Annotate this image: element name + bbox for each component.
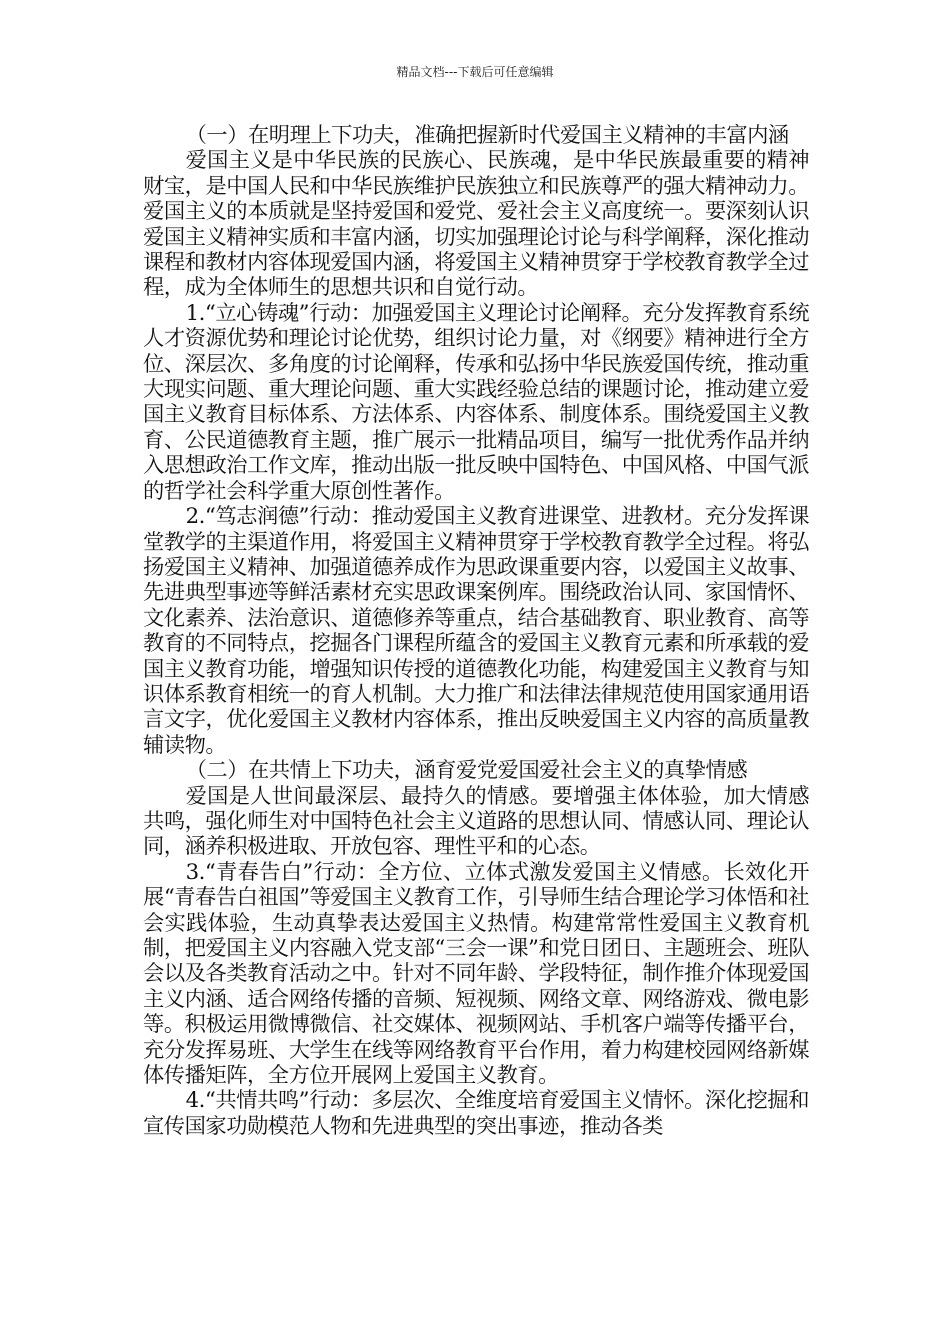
action-item-2: 2.“笃志润德”行动：推动爱国主义教育进课堂、进教材。充分发挥课堂教学的主渠道作用，将爱国主义精神贯穿于学校教育教学全过程。将弘扬爱国主义精神、加强道德养成作为思政课重要内容，以爱国主义故事、先进典型事迹等鲜活素材充实思政课案例库。围绕政治认同、家国情怀、文化素养、法治意识、道德修养等重点，结合基础教育、职业教育、高等教育的不同特点，挖掘各门课程所蕴含的爱国主义教育元素和所承载的爱国主义教育功能，增强知识传授的道德教化功能，构建爱国主义教育与知识体系教育相统一的育人机制。大力推广和法律法律规范使用国家通用语言文字，优化爱国主义教材内容体系，推出反映爱国主义内容的高质量教辅读物。 [143,504,809,758]
action-item-3: 3.“青春告白”行动：全方位、立体式激发爱国主义情感。长效化开展“青春告白祖国”等爱国主义教育工作，引导师生结合理论学习体悟和社会实践体验，生动真挚表达爱国主义热情。构建常常性爱国主义教育机制，把爱国主义内容融入党支部“三会一课”和党日团日、主题班会、班队会以及各类教育活动之中。针对不同年龄、学段特征，制作推介体现爱国主义内涵、适合网络传播的音频、短视频、网络文章、网络游戏、微电影等。积极运用微博微信、社交媒体、视频网站、手机客户端等传播平台，充分发挥易班、大学生在线等网络教育平台作用，着力构建校园网络新媒体传播矩阵，全方位开展网上爱国主义教育。 [143,859,809,1089]
page-header: 精品文档---下载后可任意编辑 [396,65,554,79]
body-paragraph: 爱国主义是中华民族的民族心、民族魂，是中华民族最重要的精神财宝，是中国人民和中华民族维护民族独立和民族尊严的强大精神动力。爱国主义的本质就是坚持爱国和爱党、爱社会主义高度统一。要深刻认识爱国主义精神实质和丰富内涵，切实加强理论讨论与科学阐释，深化推动课程和教材内容体现爱国内涵，将爱国主义精神贯穿于学校教育教学全过程，成为全体师生的思想共识和自觉行动。 [143,148,809,301]
action-item-4: 4.“共情共鸣”行动：多层次、全维度培育爱国主义情怀。深化挖掘和宣传国家功勋模范人物和先进典型的突出事迹，推动各类 [143,1088,809,1139]
document-body [143,123,809,1139]
section-heading-2: （二）在共情上下功夫，涵育爱党爱国爱社会主义的真挚情感 [185,758,748,784]
body-paragraph: 爱国是人世间最深层、最持久的情感。要增强主体体验，加大情感共鸣，强化师生对中国特色社会主义道路的思想认同、情感认同、理论认同，涵养积极进取、开放包容、理性平和的心态。 [143,783,809,860]
action-item-1: 1.“立心铸魂”行动：加强爱国主义理论讨论阐释。充分发挥教育系统人才资源优势和理论讨论优势，组织讨论力量，对《纲要》精神进行全方位、深层次、多角度的讨论阐释，传承和弘扬中华民族爱国传统，推动重大现实问题、重大理论问题、重大实践经验总结的课题讨论，推动建立爱国主义教育目标体系、方法体系、内容体系、制度体系。围绕爱国主义教育、公民道德教育主题，推广展示一批精品项目，编写一批优秀作品并纳入思想政治工作文库，推动出版一批反映中国特色、中国风格、中国气派的哲学社会科学重大原创性著作。 [143,300,809,504]
section-heading-1: （一）在明理上下功夫，准确把握新时代爱国主义精神的丰富内涵 [185,123,789,148]
